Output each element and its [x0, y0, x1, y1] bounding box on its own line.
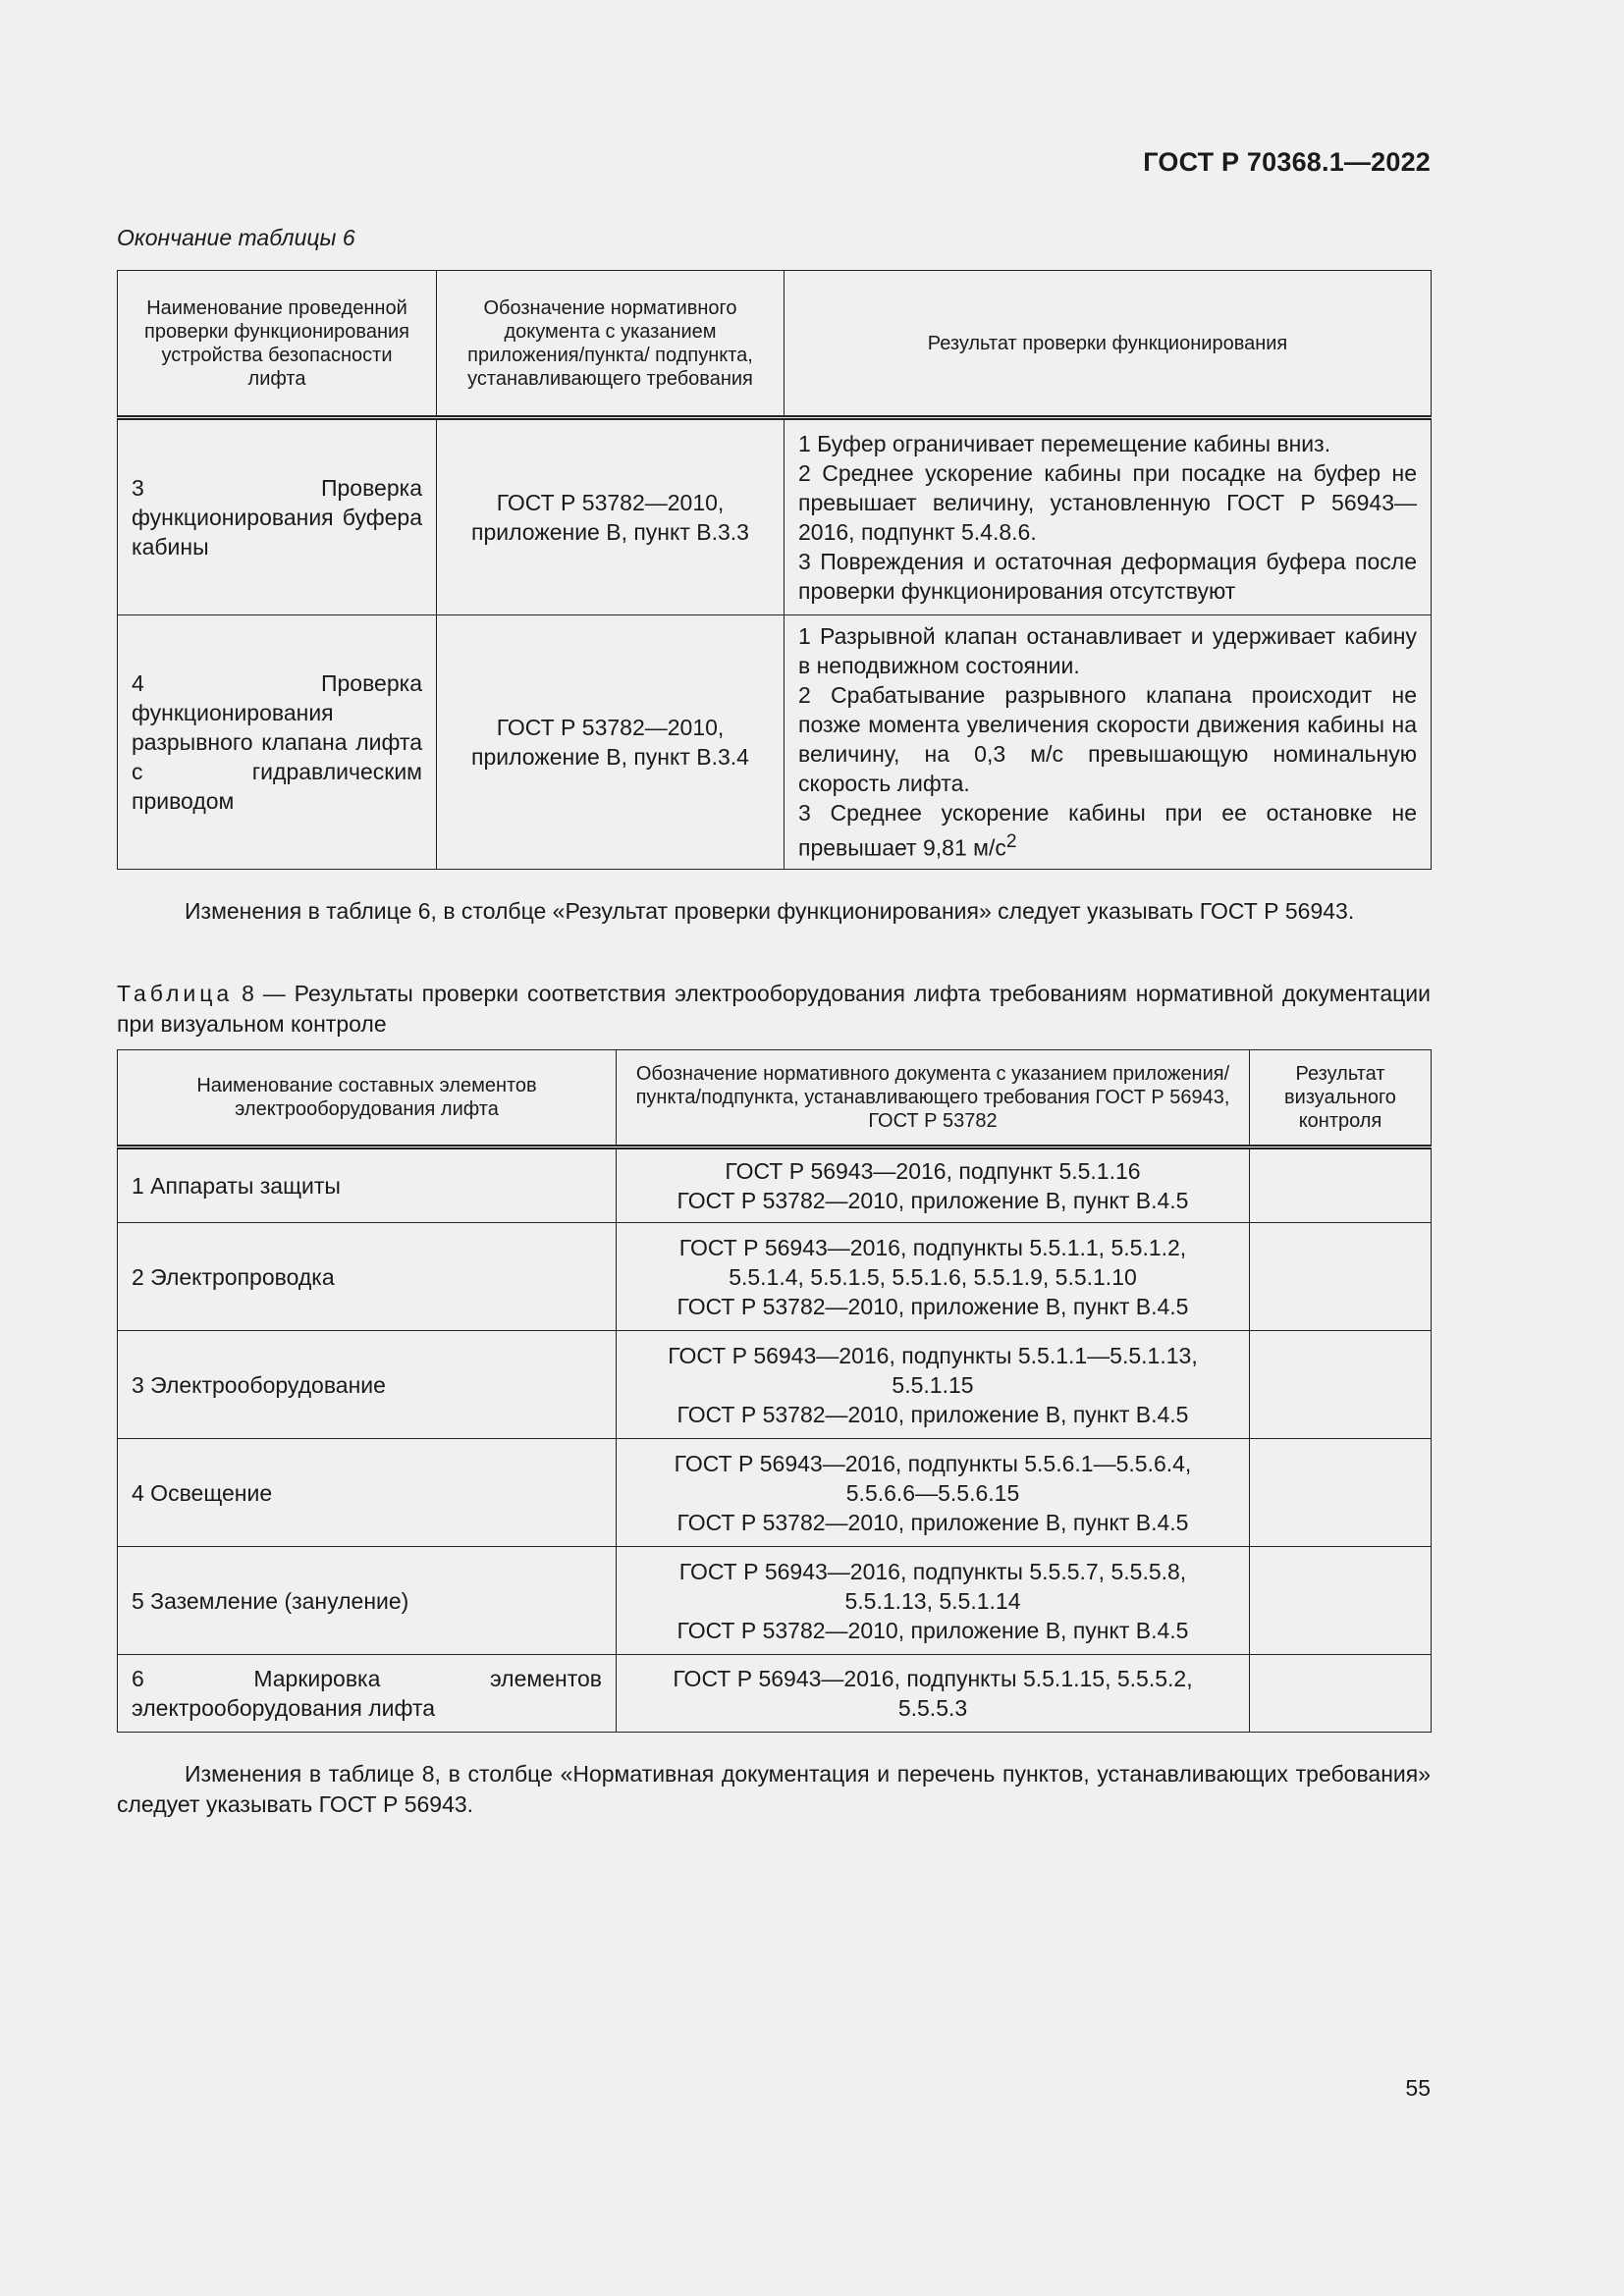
column-header: Наименование составных элементов электрооборудования лифта — [118, 1050, 617, 1148]
doc-line: 5.5.1.4, 5.5.1.5, 5.5.1.6, 5.5.1.9, 5.5.1.10 — [729, 1263, 1137, 1290]
table-cell-doc — [617, 1223, 1250, 1331]
table-cell-element: 3 Электрооборудование — [118, 1331, 617, 1439]
table-cell-result — [1250, 1439, 1432, 1547]
doc-line: ГОСТ Р 53782—2010, приложение В, пункт В.4.5 — [677, 1509, 1189, 1535]
table-row — [118, 1655, 1432, 1733]
table-cell-doc — [617, 1331, 1250, 1439]
doc-line: ГОСТ Р 56943—2016, подпункты 5.5.1.1, 5.5.1.2, — [678, 1234, 1187, 1260]
table-header-row — [118, 271, 1432, 418]
table-cell-element: 1 Аппараты защиты — [118, 1148, 617, 1223]
document-number: ГОСТ Р 70368.1—2022 — [1143, 147, 1431, 177]
table-cell-result — [1250, 1223, 1432, 1331]
doc-line: ГОСТ Р 56943—2016, подпункты 5.5.6.1—5.5.6.4, — [674, 1450, 1192, 1476]
table-row — [118, 1331, 1432, 1439]
doc-line: ГОСТ Р 53782—2010, приложение В, пункт В.4.5 — [677, 1617, 1189, 1643]
table-cell-doc — [617, 1148, 1250, 1223]
column-header: Результат визуального контроля — [1250, 1050, 1432, 1148]
column-header: Результат проверки функционирования — [785, 271, 1432, 418]
doc-line: ГОСТ Р 53782—2010, приложение В, пункт В.4.5 — [677, 1401, 1189, 1427]
table-row — [118, 1439, 1432, 1547]
doc-line: 5.5.5.3 — [897, 1695, 968, 1721]
result-line: 3 Повреждения и остаточная деформация буфера после проверки функционирования отсутствуют — [798, 549, 1417, 604]
doc-line: ГОСТ Р 56943—2016, подпункты 5.5.1.1—5.5.1.13, — [668, 1342, 1198, 1368]
result-line: 1 Буфер ограничивает перемещение кабины вниз. — [798, 431, 1331, 456]
table-cell-result — [1250, 1148, 1432, 1223]
note-table6 — [117, 896, 1431, 927]
column-header: Обозначение нормативного документа с указанием приложения/пункта/ подпункта, устанавливающего требования — [437, 271, 785, 418]
doc-line: 5.5.1.15 — [892, 1371, 974, 1398]
table-row — [118, 1547, 1432, 1655]
doc-line: ГОСТ Р 56943—2016, подпункт 5.5.1.16 — [725, 1158, 1141, 1184]
table-cell-doc — [617, 1439, 1250, 1547]
table-row — [118, 1148, 1432, 1223]
table-row — [118, 1223, 1432, 1331]
column-header: Обозначение нормативного документа с указанием приложения/пункта/подпункта, устанавливающего требования ГОСТ Р 56943, ГОСТ Р 53782 — [617, 1050, 1250, 1148]
table8-caption — [117, 979, 1431, 1040]
table-cell-result — [785, 418, 1432, 615]
doc-line: ГОСТ Р 56943—2016, подпункты 5.5.1.15, 5.5.5.2, — [673, 1666, 1193, 1691]
column-header: Наименование проведенной проверки функционирования устройства безопасности лифта — [118, 271, 437, 418]
table6-caption: Окончание таблицы 6 — [117, 225, 355, 250]
result-line: 2 Срабатывание разрывного клапана происходит не позже момента увеличения скорости движения кабины на величину, на 0,3 м/с превышающую номинальную скорость лифта. — [798, 682, 1417, 797]
doc-line: ГОСТ Р 53782—2010, приложение В, пункт В.4.5 — [677, 1293, 1189, 1319]
note-text: Изменения в таблице 6, в столбце «Результат проверки функционирования» следует указывать ГОСТ Р 56943. — [185, 898, 1355, 924]
table-cell-result — [785, 615, 1432, 870]
table-cell-doc — [617, 1655, 1250, 1733]
table-label: Таблица — [117, 981, 234, 1006]
table-cell-element: 2 Электропроводка — [118, 1223, 617, 1331]
table-6 — [117, 270, 1432, 870]
superscript: 2 — [1005, 831, 1017, 853]
table-8 — [117, 1049, 1432, 1733]
table-cell-result — [1250, 1331, 1432, 1439]
table-cell-check-name: 4 Проверка функционирования разрывного клапана лифта с гидравлическим приводом — [118, 615, 437, 870]
result-line — [798, 798, 1417, 863]
note-table8 — [117, 1759, 1431, 1820]
table-cell-element: 6 Маркировка элементов электрооборудования лифта — [118, 1655, 617, 1733]
doc-line: ГОСТ Р 56943—2016, подпункты 5.5.5.7, 5.5.5.8, — [678, 1558, 1187, 1584]
page-number: 55 — [1405, 2075, 1431, 2101]
note-text: Изменения в таблице 8, в столбце «Нормативная документация и перечень пунктов, устанавливающих требования» следует указывать ГОСТ Р 56943. — [117, 1761, 1431, 1817]
table-cell-doc: ГОСТ Р 53782—2010, приложение В, пункт В.3.4 — [437, 615, 785, 870]
table-cell-result — [1250, 1655, 1432, 1733]
doc-line: 5.5.6.6—5.5.6.15 — [845, 1479, 1020, 1506]
table-row — [118, 615, 1432, 870]
table-cell-element: 5 Заземление (зануление) — [118, 1547, 617, 1655]
table-caption-text: 8 — Результаты проверки соответствия электрооборудования лифта требованиям нормативной документации при визуальном контроле — [117, 981, 1431, 1037]
doc-line: ГОСТ Р 53782—2010, приложение В, пункт В.4.5 — [677, 1188, 1189, 1213]
table-cell-doc: ГОСТ Р 53782—2010, приложение В, пункт В.3.3 — [437, 418, 785, 615]
table-header-row — [118, 1050, 1432, 1148]
doc-line: 5.5.1.13, 5.5.1.14 — [844, 1587, 1021, 1614]
result-line: 1 Разрывной клапан останавливает и удерживает кабину в неподвижном состоянии. — [798, 623, 1417, 679]
table-row — [118, 418, 1432, 615]
table-cell-result — [1250, 1547, 1432, 1655]
table-cell-doc — [617, 1547, 1250, 1655]
table-cell-check-name: 3 Проверка функционирования буфера кабины — [118, 418, 437, 615]
result-line: 2 Среднее ускорение кабины при посадке на буфер не превышает величину, установленную ГОСТ Р 56943—2016, подпункт 5.4.8.6. — [798, 460, 1417, 545]
result-line-text: 3 Среднее ускорение кабины при ее остановке не превышает 9,81 м/с — [798, 800, 1417, 861]
table-cell-element: 4 Освещение — [118, 1439, 617, 1547]
